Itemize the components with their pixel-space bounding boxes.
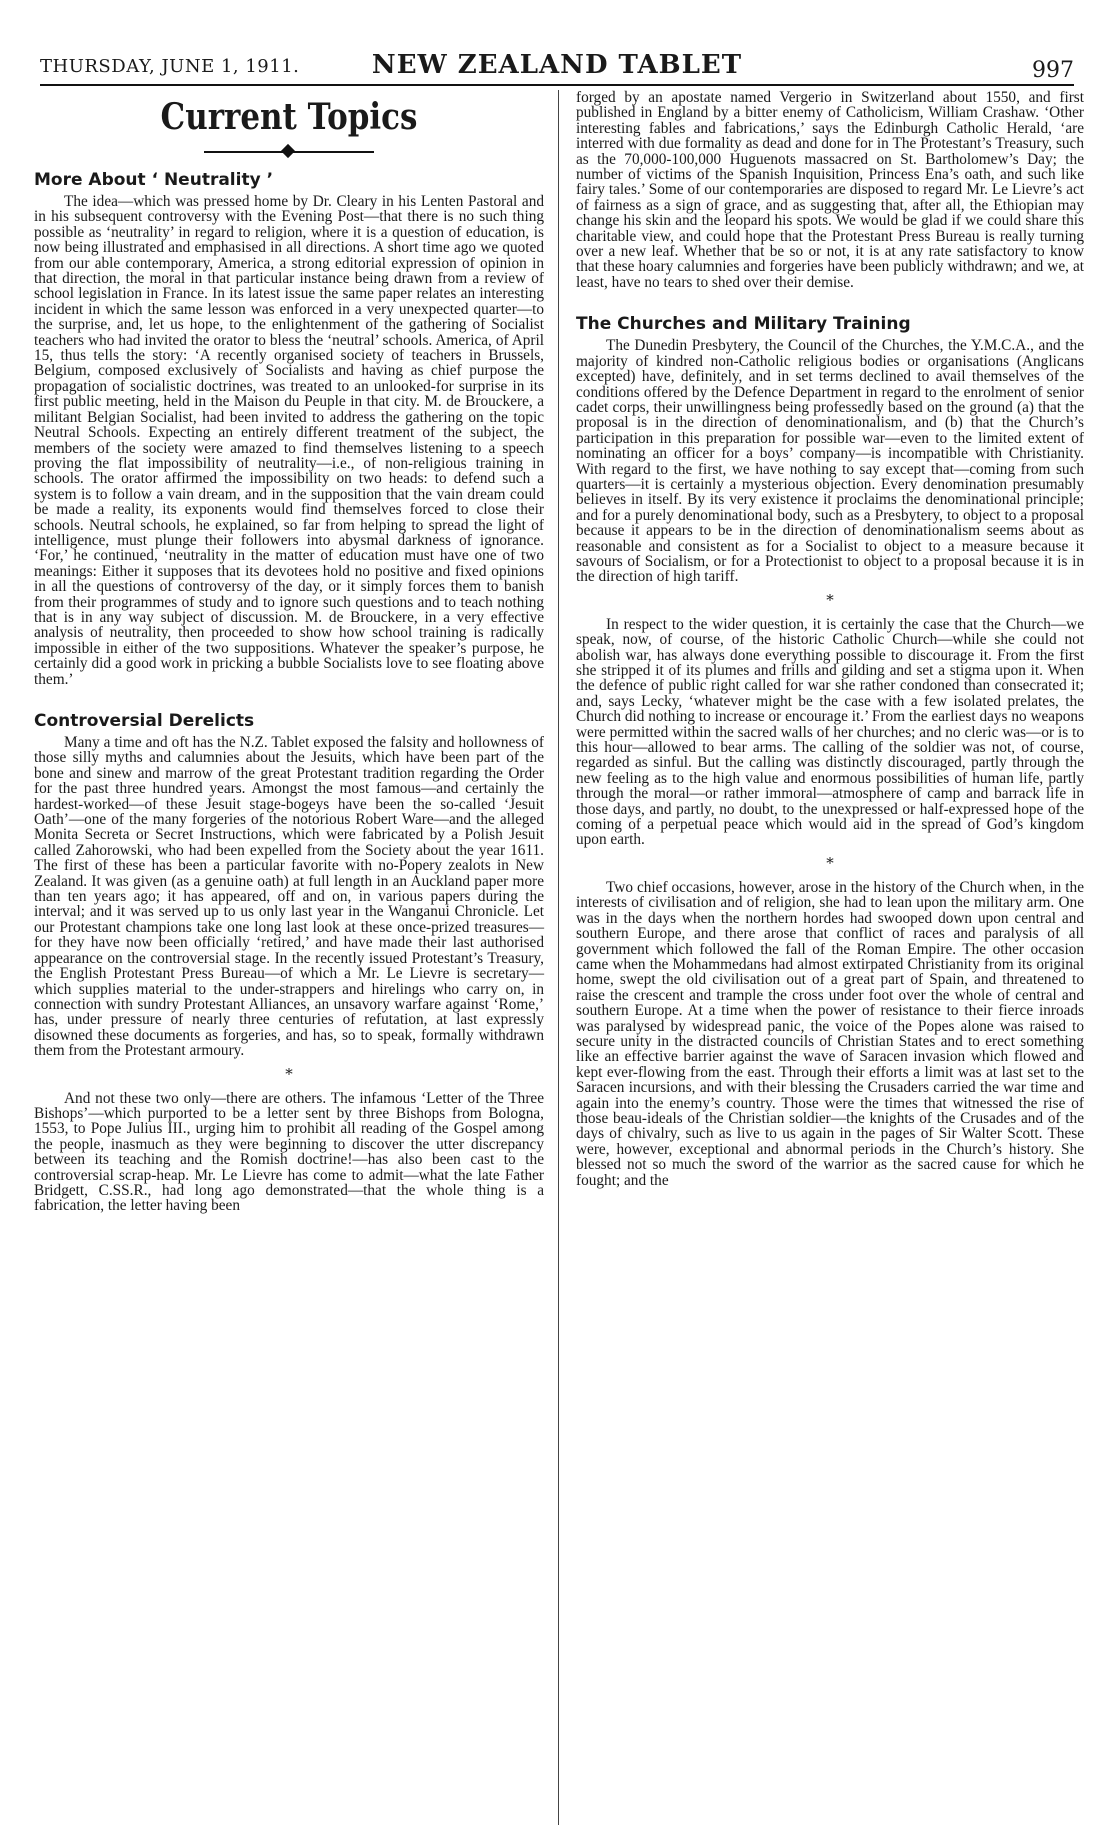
spacer — [34, 687, 544, 705]
article-paragraph: And not these two only—there are others. The infamous ‘Letter of the Three Bishops’—which purported to be a letter sent by three Bishops from Bologna, 1553, to Pope Julius III., urging him to prohibit all reading of the Gospel among the people, inasmuch as they were beginning to discover the utter discrepancy between its teaching and the Romish doctrine!—has also been cast to the controversial scrap-heap. Mr. Le Lievre has come to admit—what the late Father Bridgett, C.SS.R., had long ago demonstrated—that the whole thing is a fabrication, the letter having been — [34, 1089, 544, 1215]
article-paragraph: In respect to the wider question, it is certainly the case that the Church—we speak, now, of course, of the historic Catholic Church—while she could not abolish war, has always done everything possible to discourage it. From the first she stripped it of its plumes and frills and gilding and set a stigma upon it. When the defence of public right called for war she rather condoned than consecrated it; and, says Lecky, ‘whatever might be the case with a few isolated prelates, the Church did nothing to increase or encourage it.’ From the earliest days no weapons were permitted within the sacred walls of her churches; and no cleric was—or is to this hour—allowed to bear arms. The calling of the soldier was not, of course, regarded as sinful. But the calling was distinctly discouraged, partly through the new feeling as to the high value and enormous possibilities of human life, partly through the moral—or rather immoral—atmosphere of camp and barrack life in those days, and partly, no doubt, to the unexpressed or half-expressed hope of the coming of a perpetual peace which would aid in the spread of God’s kingdom upon earth. — [576, 615, 1084, 849]
issue-date: THURSDAY, JUNE 1, 1911. — [40, 56, 300, 77]
left-column — [34, 90, 544, 1214]
page-number: 997 — [1032, 58, 1074, 83]
title-ornament — [34, 140, 544, 164]
article-heading-military-training: The Churches and Military Training — [576, 314, 911, 335]
article-paragraph: The Dunedin Presbytery, the Council of the Churches, the Y.M.C.A., and the majority of kindred non-Catholic religious bodies or organisations (Anglicans excepted) have, definitely, and in set terms declined to avail themselves of the conditions offered by the Defence Department in regard to the enrolment of senior cadet corps, their unwillingness being professedly based on the ground (a) that the proposal is in the direction of denominationalism, and (b) that the Church’s participation in this preparation for possible war—even to the limited extent of nominating an officer for a boys’ company—is incompatible with Christianity. With regard to the first, we have nothing to say except that—coming from such quarters—it is certainly a mysterious objection. Every denomination presumably believes in itself. By its very existence it proclaims the denominational principle; and for a purely denominational body, such as a Presbytery, to object to a proposal because it appears to be in the direction of denominationalism seems about as reasonable and consistent as for a Socialist to object to a measure because it savours of Socialism, or for a Protectionist to object to a proposal because it is in the direction of high tariff. — [576, 337, 1084, 586]
masthead — [40, 48, 1074, 86]
article-paragraph: Many a time and oft has the N.Z. Tablet exposed the falsity and hollowness of those silly myths and calumnies about the Jesuits, which have been part of the bone and sinew and marrow of the great Protestant tradition regarding the Order for the past three hundred years. Amongst the most famous—and certainly the hardest-worked—of these Jesuit stage-bogeys have been the so-called ‘Jesuit Oath’—one of the many forgeries of the notorious Robert Ware—and the alleged Monita Secreta or Secret Instructions, which were fabricated by a Polish Jesuit called Zahorowski, who had been expelled from the Society about the year 1611. The first of these has been a particular favorite with no-Popery zealots in New Zealand. It was given (as a genuine oath) at full length in an Auckland paper more than ten years ago; it has appeared, off and on, in various papers during the interval; and it was served up to us only last year in the Wanganui Chronicle. Let our Protestant champions take one long last look at these once-prized treasures—for they have now been officially ‘retired,’ and have made their last authorised appearance on the controversial stage. In the recently issued Protestant’s Treasury, the English Protestant Press Bureau—of which a Mr. Le Lievre is secretary—which supplies material to the under-strappers and hirelings who carry on, in connection with sundry Protestant Alliances, an unsavory warfare against ‘Rome,’ has, under pressure of nearly three centuries of refutation, at last expressly disowned these documents as forgeries, and has, so to speak, formally withdrawn them from the Protestant armoury. — [34, 734, 544, 1060]
newspaper-title: NEW ZEALAND TABLET — [371, 50, 743, 80]
article-heading-neutrality: More About ‘ Neutrality ’ — [34, 170, 274, 190]
article-paragraph: Two chief occasions, however, arose in the history of the Church when, in the interests of civilisation and of religion, she had to lean upon the military arm. One was in the days when the northern hordes had swooped down upon central and southern Europe, and there arose that conflict of races and paralysis of all government which followed the fall of the Roman Empire. The other occasion came when the Mohammedans had almost extirpated Christianity from its original home, swept the old civilisation out of a great part of Spain, and threatened to raise the crescent and trample the cross under foot over the whole of central and southern Europe. At a time when the power of resistance to their fierce inroads was paralysed by widespread panic, the voice of the Popes alone was raised to secure unity in the distracted councils of Christian States and to erect something like an effective barrier against the wave of Saracen invasion which flowed and kept ever-flowing from the east. Through their efforts a limit was at last set to the Saracen incursions, and with their blessing the Crusaders carried the war time and again into the enemy’s country. Those were the times that witnessed the rise of those beau-ideals of the Christian soldier—the knights of the Crusades and of the days of chivalry, such as live to us again in the pages of Sir Walter Scott. These were, however, exceptional and abnormal periods in the Church’s history. She blessed not so much the sword of the warrior as the sacred cause for which he fought; and the — [576, 878, 1084, 1189]
diamond-icon — [281, 144, 295, 158]
star-separator: * — [285, 1064, 293, 1083]
article-heading-derelicts: Controversial Derelicts — [34, 711, 255, 731]
spacer — [576, 290, 1084, 308]
section-title: Current Topics — [160, 96, 418, 138]
article-paragraph: The idea—which was pressed home by Dr. Cleary in his Lenten Pastoral and in his subsequent controversy with the Evening Post—that there is no such thing possible as ‘neutrality’ in regard to religion, where it is a question of education, is now being illustrated and emphasised in all directions. A short time ago we quoted from our able contemporary, America, a strong editorial expression of opinion in that direction, the moral in that particular instance being drawn from a review of school legislation in France. In its latest issue the same paper relates an interesting incident in which the same lesson was enforced in a very unexpected quarter—to the surprise, and, let us hope, to the enlightenment of the gathering of Socialist teachers who had invited the orator to bless the ‘neutral’ schools. America, of April 15, thus tells the story: ‘A recently organised society of teachers in Brussels, Belgium, composed exclusively of Socialists and having as chief purpose the propagation of socialistic doctrines, was treated to an unlooked-for surprise in its first public meeting, held in the Maison du Peuple in that city. M. de Brouckere, a militant Belgian Socialist, had been invited to address the gathering on the topic Neutral Schools. Expecting an entirely different treatment of the subject, the members of the society were amazed to find themselves listening to a speech proving the flat impossibility of neutrality—i.e., of non-religious training in schools. The orator affirmed the impossibility on two heads: to defend such a system is to follow a vain dream, and in the supposition that the vain dream could be made a reality, its exponents would find themselves forced to close their schools. Neutral schools, he explained, so far from helping to spread the light of intelligence, must plunge their followers into abysmal darkness of ignorance. ‘For,’ he continued, ‘neutrality in the matter of education must have one of two meanings: Either it supposes that its devotees hold no positive and fixed opinions in all the questions of controversy of the day, or it simply forces them to banish from their programmes of study and to ignore such questions and to teach nothing that is in any way subject of discussion. M. de Brouckere, in a very effective analysis of neutrality, then proceeded to show how school training is radically impossible in either of the two suppositions. Whatever the speaker’s purpose, he certainly did a good work in pricking a bubble Socialists love to see floating above them.’ — [34, 193, 544, 688]
star-separator: * — [826, 590, 834, 609]
right-column — [576, 90, 1084, 1188]
column-divider — [558, 90, 559, 1825]
star-separator: * — [826, 853, 834, 872]
article-paragraph-continued: forged by an apostate named Vergerio in Switzerland about 1550, and first published in England by a bitter enemy of Catholicism, William Crashaw. ‘Other interesting fables and fabrications,’ says the Edinburgh Catholic Herald, ‘are interred with due formality as dead and done for in The Protestant’s Treasury, such as the 70,000-100,000 Huguenots massacred on St. Bartholomew’s Day; the number of victims of the Spanish Inquisition, Princess Ena’s oath, and such like fairy tales.’ Some of our contemporaries are disposed to regard Mr. Le Lievre’s act of fairness as a sign of grace, and as suggesting that, after all, the Ethiopian may change his skin and the leopard his spots. We would be glad if we could share this charitable view, and could hope that the Protestant Press Bureau is really turning over a new leaf. Whether that be so or not, it is at any rate satisfactory to know that these hoary calumnies and forgeries have been publicly withdrawn; and we, at least, have no tears to shed over their demise. — [576, 89, 1084, 291]
